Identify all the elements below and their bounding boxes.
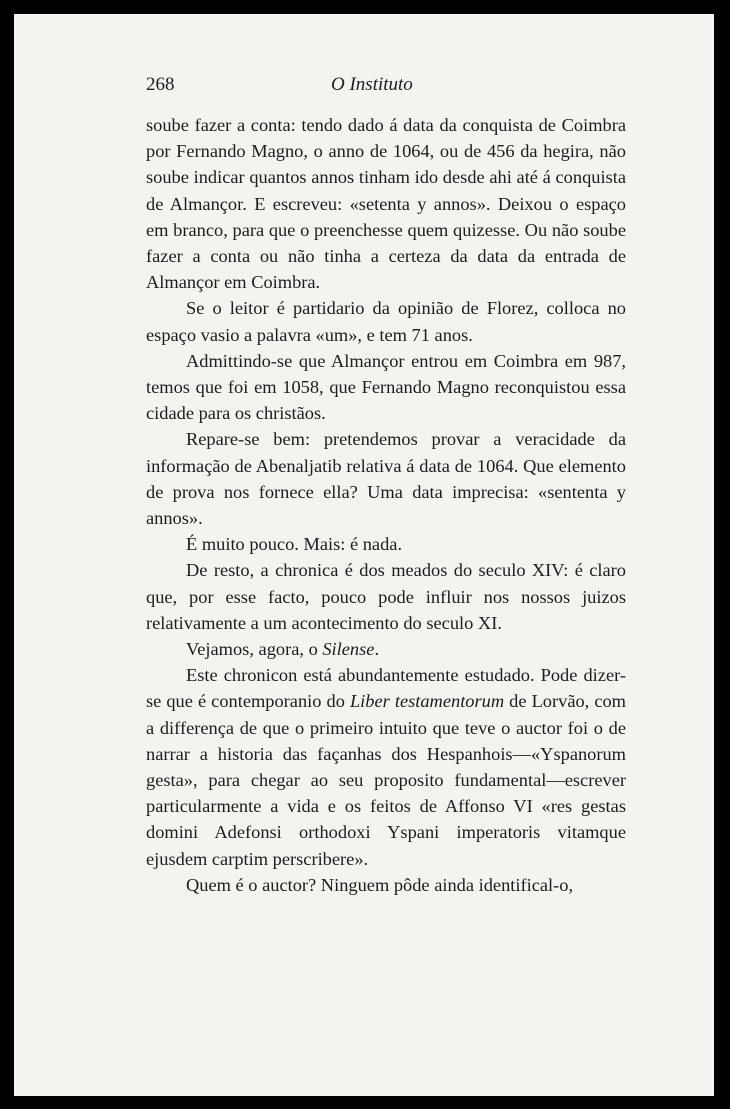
paragraph-text: de Lorvão, com a differença de que o primeiro intuito que teve o auctor foi o de narrar a historia das façanhas dos Hespanhois—«Yspanorum gesta», para chegar ao seu proposito fundamental—escrever particularmente a vida e os feitos de Affonso VI «res gestas domini Adefonsi orthodoxi Yspani imperatoris vitamque ejusdem carptim perscribere». [146,691,626,869]
paragraph-text: Repare-se bem: pretendemos provar a veracidade da informação de Abenaljatib relativa á data de 1064. Que elemento de prova nos fornece ella? Uma data imprecisa: «sententa y annos». [146,429,626,529]
paragraph-text: soube fazer a conta: tendo dado á data da conquista de Coimbra por Fernando Magno, o anno de 1064, ou de 456 da hegira, não soube indicar quantos annos tinham ido desde ahi até á conquista de Almançor. E escreveu: «setenta y annos». Deixou o espaço em branco, para que o preenchesse quem quizesse. Ou não soube fazer a conta ou não tinha a certeza da data da entrada de Almançor em Coimbra. [146,115,626,293]
paragraph [146,557,626,636]
paragraph-text: De resto, a chronica é dos meados do seculo XIV: é claro que, por esse facto, pouco pode influir nos nossos juizos relativamente a um acontecimento do seculo XI. [146,560,626,633]
italic-title-text: Silense [322,639,375,660]
paragraph [146,348,626,427]
italic-title-text: Liber testamentorum [349,691,505,712]
paragraph [146,636,626,662]
page-number: 268 [146,74,175,95]
paragraph-text: . [374,639,380,660]
paragraph-text: Admittindo-se que Almançor entrou em Coimbra em 987, temos que foi em 1058, que Fernando Magno reconquistou essa cidade para os christãos. [146,350,626,424]
paragraph-text: Este chronicon está abundantemente estudado. Pode dizer-se que é contemporanio do [146,665,626,712]
running-title: O Instituto [331,74,413,95]
paragraph [146,426,626,531]
paragraph-text: É muito pouco. Mais: é nada. [186,534,403,555]
page-header [146,74,626,102]
paragraph [146,872,626,898]
paragraph [146,112,626,295]
paragraph-text: Vejamos, agora, o [186,639,323,660]
paragraph [146,531,626,557]
paragraph-text: Se o leitor é partidario da opinião de Florez, colloca no espaço vasio a palavra «um», e tem 71 anos. [146,298,626,345]
paragraph [146,662,626,872]
text-body [146,112,626,898]
paragraph [146,295,626,347]
paragraph-text: Quem é o auctor? Ninguem pôde ainda identifical-o, [186,874,574,895]
book-page [14,14,714,1096]
